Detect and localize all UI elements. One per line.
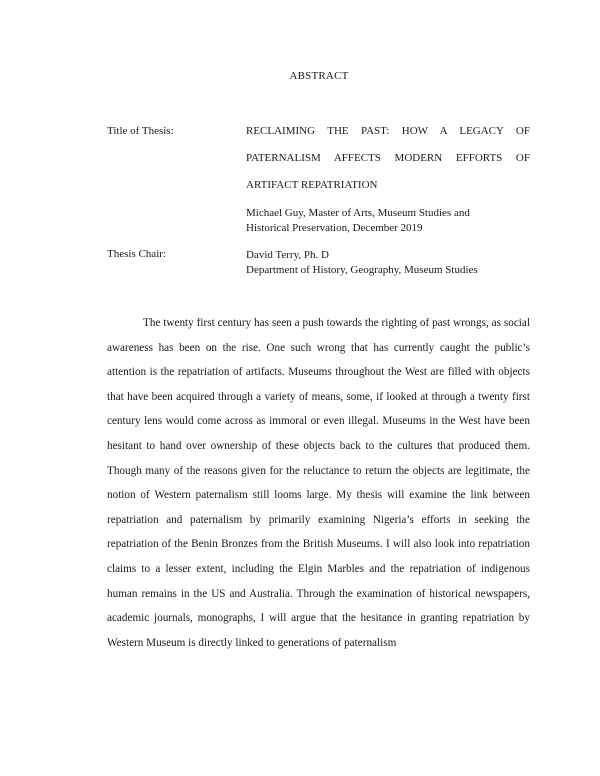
abstract-paragraph: The twenty first century has seen a push towards the righting of past wrongs, as social awareness has been on the rise. One such wrong that has currently caught the public’s attention is the repatriation of artifacts. Museums throughout the West are filled with objects that have been acquired through a variety of means, some, if looked at through a twenty first century lens would come across as immoral or even illegal. Museums in the West have been hesitant to hand over ownership of these objects back to the cultures that produced them. Though many of the reasons given for the reluctance to return the objects are legitimate, the notion of Western paternalism still looms large. My thesis will examine the link between repatriation and paternalism by primarily examining Nigeria’s efforts in seeking the repatriation of the Benin Bronzes from the British Museums. I will also look into repatriation claims to a lesser extent, including the Elgin Marbles and the repatriation of indigenous human remains in the US and Australia. Through the examination of historical newspapers, academic journals, monographs, I will argue that the hesitance in granting repatriation by Western Museum is directly linked to generations of paternalism bbox=[107, 317, 530, 649]
thesis-title-line-2: PATERNALISM AFFECTS MODERN EFFORTS OF bbox=[246, 152, 530, 164]
title-label: Title of Thesis: bbox=[107, 125, 174, 137]
author-info bbox=[246, 206, 530, 236]
chair-info bbox=[246, 248, 530, 278]
thesis-title-line-3: ARTIFACT REPATRIATION bbox=[246, 179, 378, 191]
chair-department: Department of History, Geography, Museum Studies bbox=[246, 264, 478, 276]
chair-name: David Terry, Ph. D bbox=[246, 249, 329, 261]
author-line-1: Michael Guy, Master of Arts, Museum Studies and bbox=[246, 207, 470, 219]
abstract-heading: ABSTRACT bbox=[289, 70, 349, 82]
author-line-2: Historical Preservation, December 2019 bbox=[246, 222, 423, 234]
thesis-title-line-1: RECLAIMING THE PAST: HOW A LEGACY OF bbox=[246, 125, 530, 137]
chair-label: Thesis Chair: bbox=[107, 248, 166, 260]
